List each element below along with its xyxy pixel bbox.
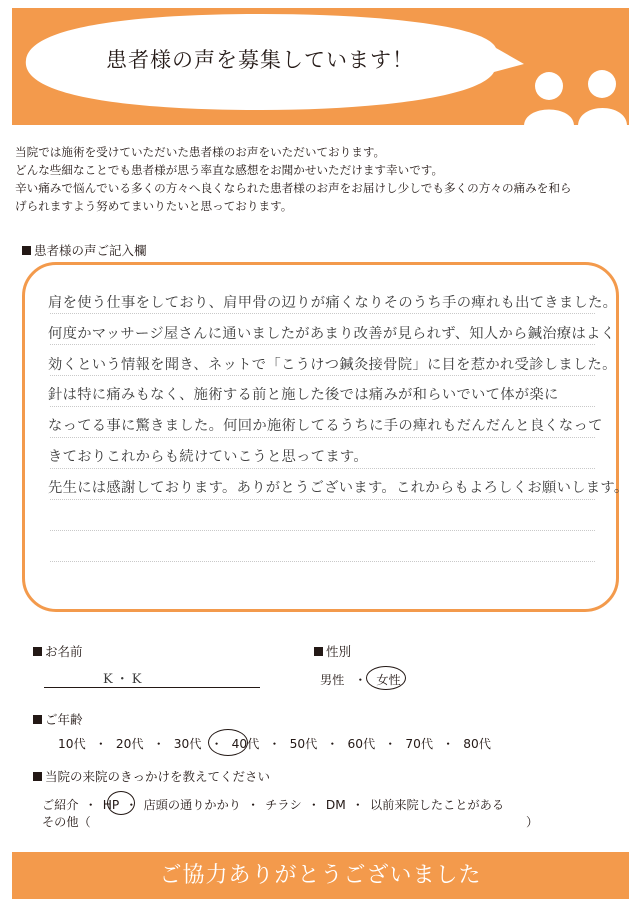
gender-label: 性別 [314, 642, 351, 660]
name-label: お名前 [33, 642, 83, 660]
selection-circle [107, 791, 135, 815]
age-label: ご年齢 [33, 710, 83, 728]
square-bullet-icon [314, 647, 323, 656]
footer-thanks: ご協力ありがとうございました [159, 863, 482, 888]
comment-line: 肩を使う仕事をしており、肩甲骨の辺りが痛くなりそのうち手の痺れも出てきました。 [48, 295, 618, 311]
trigger-label: 当院の来院のきっかけを教えてください [33, 767, 270, 785]
handwritten-comment [48, 288, 629, 504]
age-option[interactable]: 80代 [463, 737, 491, 751]
comment-line: 何度かマッサージ屋さんに通いましたがあまり改善が見られず、知人から鍼治療はよく [48, 325, 616, 342]
intro-line: げられますよう努めてまいりたいと思っております。 [15, 199, 293, 213]
intro-line: 当院では施術を受けていただいた患者様のお声をいただいております。 [15, 145, 386, 159]
gender-options: 男性 ・ 女性 [320, 673, 401, 687]
trigger-option[interactable]: 店頭の通りかかり [143, 798, 241, 812]
selection-circle [366, 666, 406, 690]
other-label: その他（ [42, 815, 91, 829]
age-option[interactable]: 70代 [405, 737, 434, 751]
selection-circle [208, 729, 248, 756]
comment-line: きておりこれからも続けていこうと思ってます。 [48, 448, 368, 465]
intro-line: どんな些細なことでも患者様が思う率直な感想をお聞かせいただけます幸いです。 [15, 163, 444, 177]
person-icon [535, 72, 563, 100]
trigger-options: ご紹介 ・ HP ・ 店頭の通りかかり ・ チラシ ・ DM ・ 以前来院したことがある [42, 798, 505, 812]
comment-line: 先生には感謝しております。ありがとうございます。これからもよろしくお願いします。 [48, 479, 629, 496]
age-option[interactable]: 60代 [347, 737, 376, 751]
age-option[interactable]: 40代 [231, 737, 260, 751]
gender-option-female[interactable]: 女性 [376, 673, 401, 687]
age-option[interactable]: 50代 [289, 737, 318, 751]
trigger-option[interactable]: 以前来院したことがある [369, 798, 505, 812]
gender-option-male[interactable]: 男性 [320, 673, 345, 687]
age-option[interactable]: 10代 [58, 737, 86, 751]
other-close: ） [526, 815, 539, 829]
intro-text [15, 143, 628, 215]
square-bullet-icon [33, 647, 42, 656]
trigger-option[interactable]: ご紹介 [42, 798, 79, 812]
comment-line: 針は特に痛みもなく、施術する前と施した後では痛みが和らいでいて体が楽に [48, 387, 559, 404]
square-bullet-icon [22, 246, 31, 255]
page-title: 患者様の声を募集しています！ [106, 48, 414, 72]
trigger-option[interactable]: DM [325, 798, 346, 812]
age-options: 10代 ・ 20代 ・ 30代 ・ 40代 ・ 50代 ・ 60代 ・ 70代 ・ 80代 [58, 737, 491, 751]
square-bullet-icon [33, 715, 42, 724]
age-option[interactable]: 20代 [115, 737, 144, 751]
comment-section-label: 患者様の声ご記入欄 [22, 241, 147, 259]
name-value: K・K [103, 672, 145, 687]
person-icon [588, 70, 616, 98]
intro-line: 辛い痛みで悩んでいる多くの方々へ良くなられた患者様のお声をお届けし少しでも多くの方々の痛みを和ら [15, 181, 572, 195]
square-bullet-icon [33, 772, 42, 781]
comment-line: なってる事に驚きました。何回か施術してるうちに手の痺れもだんだんと良くなって [48, 418, 603, 435]
age-option[interactable]: 30代 [173, 737, 202, 751]
trigger-option[interactable]: HP [102, 798, 120, 812]
trigger-option[interactable]: チラシ [265, 798, 302, 812]
comment-line: 効くという情報を聞き、ネットで「こうけつ鍼灸接骨院」に目を惹かれ受診しました。 [48, 356, 617, 373]
name-underline [44, 687, 260, 688]
